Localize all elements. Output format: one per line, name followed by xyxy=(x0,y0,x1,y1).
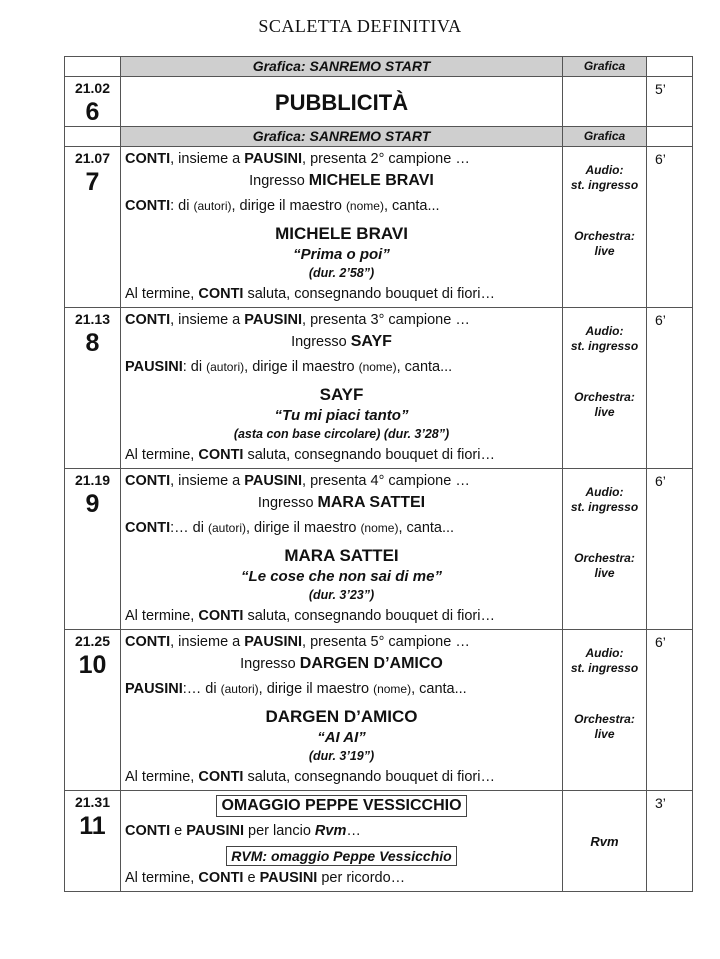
segment-duration: 3’ xyxy=(647,791,693,892)
text: , presenta 5° campione … xyxy=(302,634,470,650)
host-name: CONTI xyxy=(125,823,171,839)
time-cell xyxy=(65,630,121,791)
host-name: CONTI xyxy=(125,312,171,328)
spacer xyxy=(563,354,646,390)
host-name: PAUSINI xyxy=(259,870,318,886)
host-name: CONTI xyxy=(198,769,244,785)
segment-time: 21.02 xyxy=(74,80,111,96)
orchestra-detail: live xyxy=(594,405,615,419)
segment-time: 21.07 xyxy=(74,150,111,166)
performer-heading: SAYF xyxy=(319,385,364,404)
entrance-line xyxy=(125,653,558,675)
orchestra-label: Orchestra: xyxy=(574,712,635,726)
song-title: “Le cose che non sai di me” xyxy=(241,568,442,585)
tech-cell xyxy=(563,308,647,469)
artist-name: SAYF xyxy=(350,333,392,350)
text: per ricordo… xyxy=(317,870,406,886)
host-name: PAUSINI xyxy=(186,823,244,839)
performance-row xyxy=(65,469,693,630)
placeholder-text: (nome) xyxy=(358,360,397,374)
host-name: PAUSINI xyxy=(125,359,183,375)
orchestra-label: Orchestra: xyxy=(574,229,635,243)
placeholder-text: (nome) xyxy=(360,521,399,535)
closing-line xyxy=(125,868,558,889)
text: , dirige il maestro xyxy=(258,681,374,697)
conductor-line xyxy=(125,357,558,378)
segment-number: 7 xyxy=(85,168,100,196)
text: saluta, consegnando bouquet di fiori… xyxy=(243,769,495,785)
song-title: “Tu mi piaci tanto” xyxy=(274,407,409,424)
time-cell xyxy=(65,308,121,469)
text: Al termine, xyxy=(125,447,199,463)
tech-cell xyxy=(563,469,647,630)
rvm-box-wrap xyxy=(125,846,558,866)
segment-duration: 6’ xyxy=(647,630,693,791)
text: : di xyxy=(182,359,207,375)
spacer xyxy=(563,676,646,712)
song-duration: (dur. 2’58”) xyxy=(308,266,375,280)
spacer xyxy=(563,193,646,229)
grafica-row xyxy=(65,127,693,147)
text: , insieme a xyxy=(170,151,245,167)
orchestra-detail: live xyxy=(594,566,615,580)
rvm-label: Rvm xyxy=(314,823,347,839)
text: , dirige il maestro xyxy=(246,520,361,536)
host-name: PAUSINI xyxy=(125,681,183,697)
host-name: CONTI xyxy=(125,151,171,167)
segment-content xyxy=(121,630,563,791)
text: Ingresso xyxy=(291,334,351,350)
entrance-line xyxy=(125,492,558,514)
tribute-row xyxy=(65,791,693,892)
orchestra-label: Orchestra: xyxy=(574,390,635,404)
audio-label: Audio: xyxy=(585,485,624,499)
segment-duration: 6’ xyxy=(647,308,693,469)
text: e xyxy=(170,823,187,839)
host-name: PAUSINI xyxy=(244,473,303,489)
conductor-line xyxy=(125,196,558,217)
segment-content xyxy=(121,308,563,469)
text: Ingresso xyxy=(249,173,309,189)
document-title: SCALETTA DEFINITIVA xyxy=(258,16,462,36)
launch-line xyxy=(125,821,558,842)
tribute-title-wrap xyxy=(125,795,558,817)
placeholder-text: (autori) xyxy=(220,682,259,696)
rvm-side-label: Rvm xyxy=(563,791,647,892)
orchestra-label: Orchestra: xyxy=(574,551,635,565)
text: e xyxy=(243,870,260,886)
segment-number: 8 xyxy=(85,329,100,357)
text: saluta, consegnando bouquet di fiori… xyxy=(243,447,495,463)
text: Al termine, xyxy=(125,870,199,886)
intro-line xyxy=(125,471,558,492)
text: , insieme a xyxy=(170,634,245,650)
segment-content xyxy=(121,791,563,892)
grafica-row xyxy=(65,57,693,77)
host-name: PAUSINI xyxy=(244,634,303,650)
audio-detail: st. ingresso xyxy=(570,500,639,514)
closing-line xyxy=(125,284,558,305)
segment-content xyxy=(121,469,563,630)
text: Al termine, xyxy=(125,769,199,785)
audio-label: Audio: xyxy=(585,163,624,177)
time-cell xyxy=(65,147,121,308)
audio-label: Audio: xyxy=(585,646,624,660)
performer-heading: MARA SATTEI xyxy=(284,546,399,565)
tribute-title: OMAGGIO PEPPE VESSICCHIO xyxy=(216,795,466,817)
grafica-label: Grafica: SANREMO START xyxy=(121,57,563,77)
segment-number: 11 xyxy=(79,812,106,840)
segment-duration: 5’ xyxy=(647,77,693,127)
audio-detail: st. ingresso xyxy=(570,661,639,675)
placeholder-text: (autori) xyxy=(193,199,232,213)
artist-name: DARGEN D’AMICO xyxy=(299,655,443,672)
audio-label: Audio: xyxy=(585,324,624,338)
orchestra-detail: live xyxy=(594,727,615,741)
spacer xyxy=(563,515,646,551)
pubblicita-label: PUBBLICITÀ xyxy=(121,77,563,127)
song-title: “AI AI” xyxy=(317,729,366,746)
text: , presenta 3° campione … xyxy=(302,312,470,328)
grafica-label: Grafica: SANREMO START xyxy=(121,127,563,147)
staging-note: (asta con base circolare) (dur. 3’28”) xyxy=(233,427,450,441)
segment-duration: 6’ xyxy=(647,147,693,308)
text: Al termine, xyxy=(125,608,199,624)
text: , insieme a xyxy=(170,312,245,328)
text: , presenta 2° campione … xyxy=(302,151,470,167)
host-name: PAUSINI xyxy=(244,312,303,328)
orchestra-detail: live xyxy=(594,244,615,258)
segment-content xyxy=(121,147,563,308)
text: , canta... xyxy=(398,520,455,536)
segment-number: 6 xyxy=(85,98,100,126)
text: , dirige il maestro xyxy=(244,359,359,375)
song-duration: (dur. 3’19”) xyxy=(308,749,375,763)
performer-heading: DARGEN D’AMICO xyxy=(265,707,418,726)
time-cell xyxy=(65,791,121,892)
text: , dirige il maestro xyxy=(231,198,346,214)
pubblicita-row xyxy=(65,77,693,127)
conductor-line xyxy=(125,518,558,539)
performance-row xyxy=(65,630,693,791)
text: :… di xyxy=(182,681,221,697)
song-title: “Prima o poi” xyxy=(293,246,390,263)
rvm-box: RVM: omaggio Peppe Vessicchio xyxy=(226,846,456,866)
text: Ingresso xyxy=(257,495,318,511)
placeholder-text: (nome) xyxy=(345,199,384,213)
intro-line xyxy=(125,632,558,653)
closing-line xyxy=(125,445,558,466)
artist-name: MARA SATTEI xyxy=(317,494,426,511)
segment-number: 9 xyxy=(85,490,100,518)
intro-line xyxy=(125,149,558,170)
time-cell xyxy=(65,469,121,630)
entrance-line xyxy=(125,331,558,353)
placeholder-text: (nome) xyxy=(373,682,412,696)
placeholder-text: (autori) xyxy=(206,360,245,374)
text: , canta... xyxy=(383,198,440,214)
closing-line xyxy=(125,767,558,788)
schedule-table xyxy=(64,56,693,892)
host-name: CONTI xyxy=(125,520,171,536)
segment-time: 21.25 xyxy=(74,633,111,649)
audio-detail: st. ingresso xyxy=(570,339,639,353)
host-name: PAUSINI xyxy=(244,151,303,167)
text: Ingresso xyxy=(240,656,300,672)
artist-name: MICHELE BRAVI xyxy=(308,172,434,189)
host-name: CONTI xyxy=(198,870,244,886)
host-name: CONTI xyxy=(125,634,171,650)
text: per lancio xyxy=(243,823,315,839)
grafica-side-label: Grafica xyxy=(563,57,647,77)
host-name: CONTI xyxy=(125,198,171,214)
conductor-line xyxy=(125,679,558,700)
text: Al termine, xyxy=(125,286,199,302)
text: , canta... xyxy=(411,681,467,697)
performer-heading: MICHELE BRAVI xyxy=(275,224,408,243)
closing-line xyxy=(125,606,558,627)
audio-detail: st. ingresso xyxy=(570,178,639,192)
song-duration: (dur. 3’23”) xyxy=(308,588,375,602)
tech-cell xyxy=(563,147,647,308)
host-name: CONTI xyxy=(198,608,244,624)
text: :… di xyxy=(170,520,208,536)
placeholder-text: (autori) xyxy=(207,521,246,535)
host-name: CONTI xyxy=(198,286,244,302)
host-name: CONTI xyxy=(125,473,171,489)
text: , presenta 4° campione … xyxy=(302,473,470,489)
intro-line xyxy=(125,310,558,331)
segment-duration: 6’ xyxy=(647,469,693,630)
segment-time: 21.13 xyxy=(74,311,111,327)
tech-cell xyxy=(563,630,647,791)
segment-time: 21.31 xyxy=(74,794,111,810)
text: : di xyxy=(170,198,194,214)
text: saluta, consegnando bouquet di fiori… xyxy=(243,286,495,302)
performance-row xyxy=(65,308,693,469)
text: saluta, consegnando bouquet di fiori… xyxy=(243,608,495,624)
performance-row xyxy=(65,147,693,308)
entrance-line xyxy=(125,170,558,192)
text: , canta... xyxy=(396,359,453,375)
segment-time: 21.19 xyxy=(74,472,111,488)
time-cell xyxy=(65,77,121,127)
text: … xyxy=(346,823,361,839)
text: , insieme a xyxy=(170,473,245,489)
grafica-side-label: Grafica xyxy=(563,127,647,147)
host-name: CONTI xyxy=(198,447,244,463)
segment-number: 10 xyxy=(78,651,107,679)
